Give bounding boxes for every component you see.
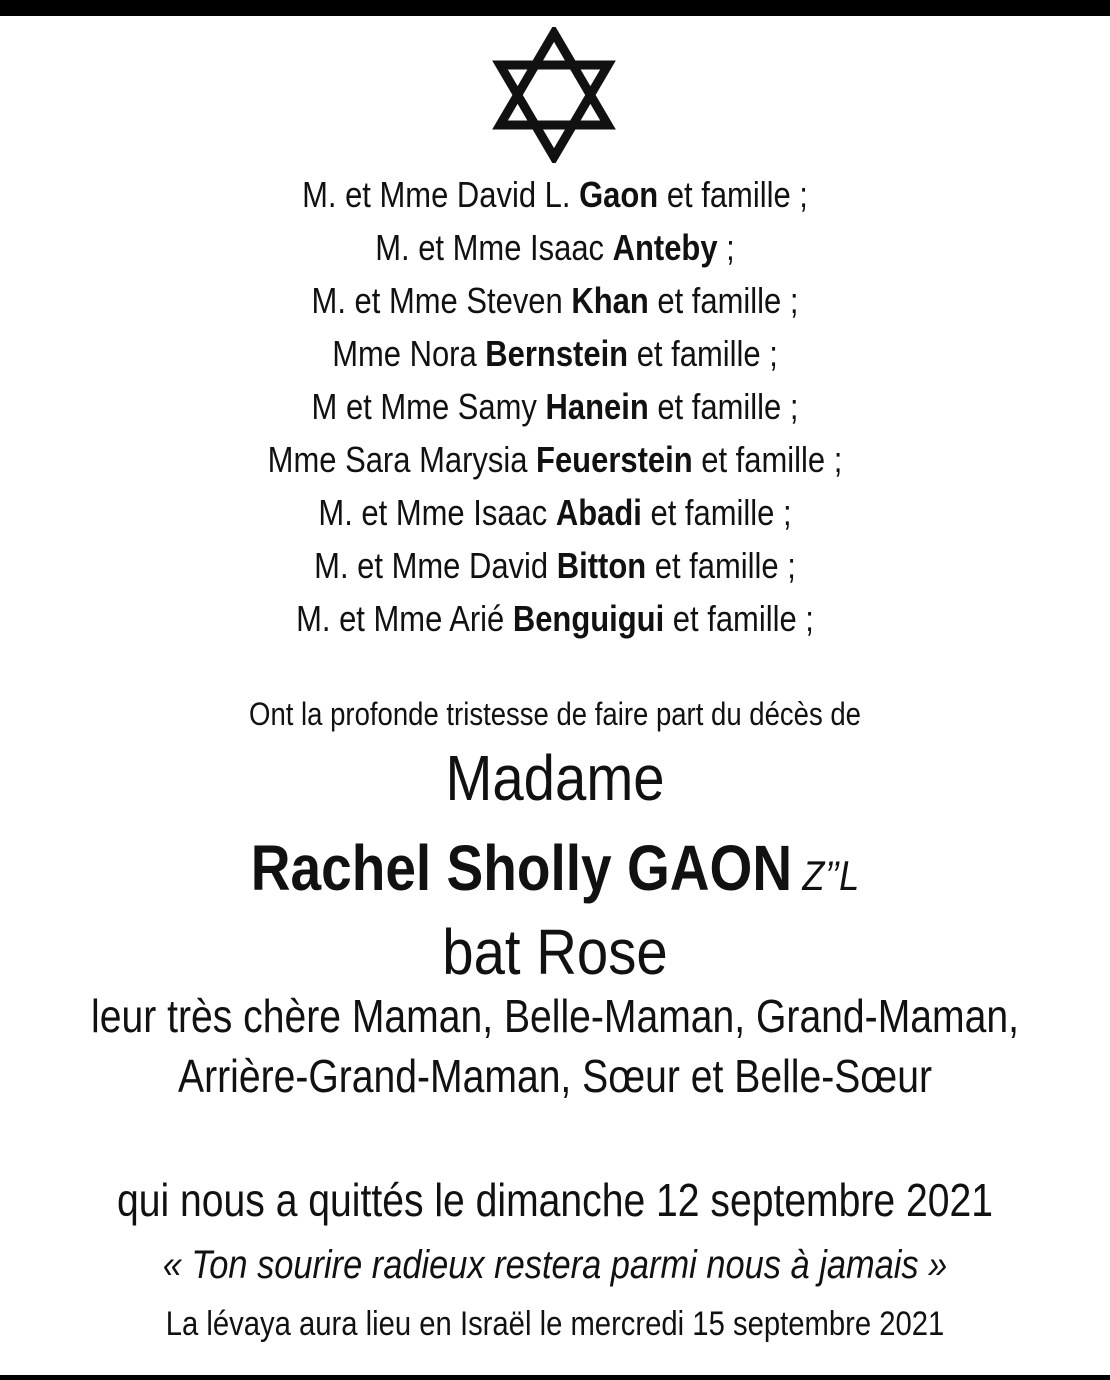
announcement-text: Ont la profonde tristesse de faire part du décès de — [249, 696, 861, 732]
family-line: M. et Mme David L. Gaon et famille ; — [302, 174, 808, 215]
family-line: M. et Mme Arié Benguigui et famille ; — [296, 598, 814, 639]
family-list — [0, 168, 1110, 645]
family-line: M. et Mme David Bitton et famille ; — [314, 545, 796, 586]
family-line: M. et Mme Steven Khan et famille ; — [311, 280, 799, 321]
family-surname: Abadi — [555, 492, 642, 533]
top-border-rule — [0, 0, 1110, 16]
family-surname: Hanein — [545, 386, 649, 427]
deceased-name-line — [78, 828, 1033, 916]
funeral-notice: La lévaya aura lieu en Israël le mercredi 15 septembre 2021 — [165, 1305, 945, 1343]
deceased-suffix: Z’’L — [802, 852, 860, 899]
memorial-quote: « Ton sourire radieux restera parmi nous à jamais » — [162, 1243, 948, 1287]
death-notice: qui nous a quittés le dimanche 12 septembre 2021 — [116, 1174, 993, 1226]
deceased-name: Rachel Sholly GAON — [250, 832, 793, 904]
deceased-lineage: bat Rose — [442, 916, 668, 988]
relation-line: leur très chère Maman, Belle-Maman, Grand-Maman, — [91, 990, 1019, 1042]
family-line: Mme Sara Marysia Feuerstein et famille ; — [267, 439, 843, 480]
family-line: M. et Mme Isaac Abadi et famille ; — [318, 492, 792, 533]
family-line: M. et Mme Isaac Anteby ; — [375, 227, 735, 268]
star-of-david-icon — [486, 27, 622, 163]
bottom-border-rule — [0, 1375, 1110, 1380]
family-surname: Bernstein — [485, 333, 629, 374]
family-surname: Bitton — [556, 545, 647, 586]
deceased-honorific: Madame — [445, 742, 665, 814]
family-line: M et Mme Samy Hanein et famille ; — [311, 386, 799, 427]
family-line: Mme Nora Bernstein et famille ; — [332, 333, 778, 374]
family-surname: Benguigui — [512, 598, 665, 639]
family-surname: Khan — [571, 280, 649, 321]
family-surname: Gaon — [579, 174, 659, 215]
family-surname: Feuerstein — [536, 439, 693, 480]
family-surname: Anteby — [612, 227, 718, 268]
relation-line: Arrière-Grand-Maman, Sœur et Belle-Sœur — [178, 1050, 932, 1102]
